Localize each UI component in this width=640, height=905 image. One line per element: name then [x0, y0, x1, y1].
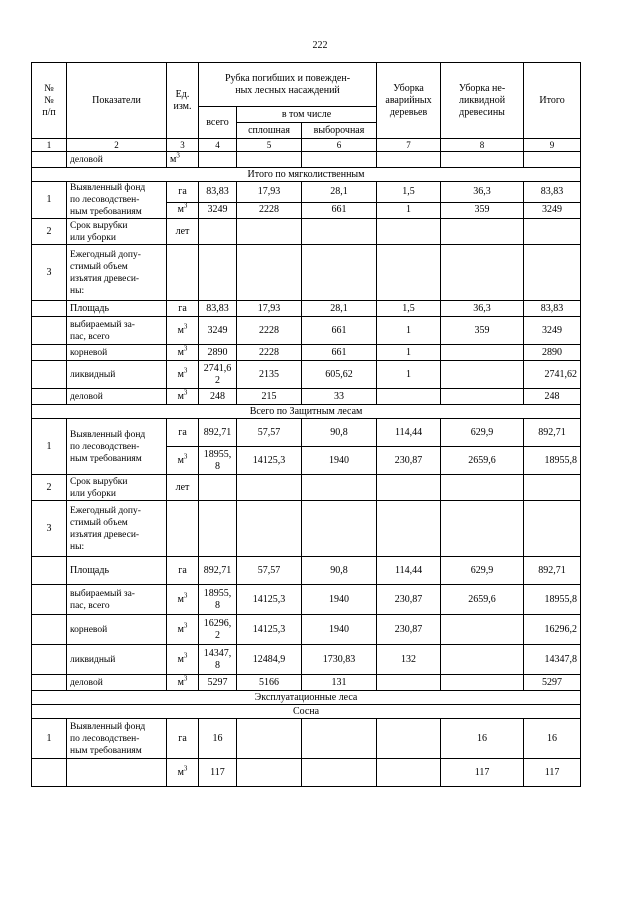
- col-number: 6: [302, 139, 377, 152]
- header-all: всего: [199, 107, 237, 139]
- unit-cell: $м^3$: [167, 152, 199, 168]
- table-row: [32, 245, 581, 301]
- header-indicators: Показатели: [67, 63, 167, 139]
- unit-cell: га: [167, 557, 199, 585]
- col-number: 9: [524, 139, 581, 152]
- row-number: 2: [32, 219, 67, 245]
- indicator-label: корневой: [67, 345, 167, 361]
- unit-cell: га: [167, 182, 199, 203]
- col-number: 2: [67, 139, 167, 152]
- forest-data-table: [31, 62, 581, 787]
- table-row: [32, 501, 581, 557]
- page-number: 222: [312, 40, 328, 51]
- header-felling-group: Рубка погибших и повежден- ных лесных насаждений: [199, 63, 377, 107]
- row-number: 3: [32, 245, 67, 301]
- col-number: 7: [377, 139, 441, 152]
- indicator-label: ликвидный: [67, 361, 167, 389]
- unit-cell: $м^3$: [167, 675, 199, 691]
- indicator-label: выбираемый за- пас, всего: [67, 585, 167, 615]
- indicator-label: ликвидный: [67, 645, 167, 675]
- header-total: Итого: [524, 63, 581, 139]
- header-selective: выборочная: [302, 123, 377, 139]
- table-row: 1 Выявленный фонд по лесоводствен- ным требованиям га 16 16 16: [32, 719, 581, 759]
- row-number: 1: [32, 182, 67, 219]
- unit-cell: $м^3$: [167, 202, 199, 218]
- indicator-label: деловой: [67, 389, 167, 405]
- table-row: выбираемый за- пас, всего $м^3$ 18955,8 14125,3 1940 230,87 2659,6 18955,8: [32, 585, 581, 615]
- table-row: ликвидный $м^3$ 14347,8 12484,9 1730,83 132 14347,8: [32, 645, 581, 675]
- indicator-label: Выявленный фонд по лесоводствен- ным требованиям: [67, 419, 167, 475]
- table-row: деловой $м^3$ 248 215 33 248: [32, 389, 581, 405]
- unit-cell: $м^3$: [167, 317, 199, 345]
- table-row: $м^3$ 3249 2228 661 1 359 3249: [32, 202, 581, 218]
- table-row: корневой $м^3$ 2890 2228 661 1 2890: [32, 345, 581, 361]
- unit-cell: $м^3$: [167, 361, 199, 389]
- unit-cell: $м^3$: [167, 345, 199, 361]
- unit-cell: $м^3$: [167, 447, 199, 475]
- table-row: Площадь га 83,83 17,93 28,1 1,5 36,3 83,83: [32, 301, 581, 317]
- row-number: 1: [32, 419, 67, 475]
- row-number: 3: [32, 501, 67, 557]
- unit-cell: га: [167, 419, 199, 447]
- table-row: [32, 475, 581, 501]
- table-row: Площадь га 892,71 57,57 90,8 114,44 629,9 892,71: [32, 557, 581, 585]
- indicator-label: деловой: [67, 152, 167, 168]
- col-number: 5: [237, 139, 302, 152]
- unit-cell: га: [167, 301, 199, 317]
- column-numbers-row: [32, 139, 581, 152]
- unit-cell: $м^3$: [167, 645, 199, 675]
- section-heading: Всего по Защитным лесам: [32, 405, 581, 419]
- indicator-label: корневой: [67, 615, 167, 645]
- table-row: ликвидный $м^3$ 2741,62 2135 605,62 1 2741,62: [32, 361, 581, 389]
- table-row: [32, 152, 581, 168]
- col-number: 1: [32, 139, 67, 152]
- table-row: деловой $м^3$ 5297 5166 131 5297: [32, 675, 581, 691]
- unit-cell: $м^3$: [167, 389, 199, 405]
- row-number: 1: [32, 719, 67, 759]
- indicator-label: Площадь: [67, 301, 167, 317]
- col-number: 4: [199, 139, 237, 152]
- table-row: [32, 219, 581, 245]
- header-clear-cut: сплошная: [237, 123, 302, 139]
- indicator-label: Ежегодный допу- стимый объем изъятия древеси- ны:: [67, 245, 167, 301]
- indicator-label: Ежегодный допу- стимый объем изъятия древеси- ны:: [67, 501, 167, 557]
- unit-cell: $м^3$: [167, 759, 199, 787]
- section-heading: Итого по мягколиственным: [32, 168, 581, 182]
- indicator-label: деловой: [67, 675, 167, 691]
- indicator-label: Выявленный фонд по лесоводствен- ным требованиям: [67, 719, 167, 759]
- indicator-label: Срок вырубки или уборки: [67, 475, 167, 501]
- table-row: $м^3$ 117 117 117: [32, 759, 581, 787]
- indicator-label: Срок вырубки или уборки: [67, 219, 167, 245]
- unit-cell: $м^3$: [167, 615, 199, 645]
- indicator-label: Площадь: [67, 557, 167, 585]
- unit-cell: лет: [167, 475, 199, 501]
- header-including: в том числе: [237, 107, 377, 123]
- subsection-heading: Сосна: [32, 705, 581, 719]
- col-number: 3: [167, 139, 199, 152]
- unit-cell: лет: [167, 219, 199, 245]
- table-row: 1 Выявленный фонд по лесоводствен- ным требованиям га 892,71 57,57 90,8 114,44 629,9 892,71: [32, 419, 581, 447]
- section-heading: Эксплуатационные леса: [32, 691, 581, 705]
- col-number: 8: [441, 139, 524, 152]
- table-row: $м^3$ 18955,8 14125,3 1940 230,87 2659,6 18955,8: [32, 447, 581, 475]
- header-row-number: № № п/п: [32, 63, 67, 139]
- indicator-label: Выявленный фонд по лесоводствен- ным требованиям: [67, 182, 167, 219]
- unit-cell: $м^3$: [167, 585, 199, 615]
- header-unit: Ед. изм.: [167, 63, 199, 139]
- unit-cell: га: [167, 719, 199, 759]
- table-row: выбираемый за- пас, всего $м^3$ 3249 2228 661 1 359 3249: [32, 317, 581, 345]
- table-row: корневой $м^3$ 16296,2 14125,3 1940 230,87 16296,2: [32, 615, 581, 645]
- row-number: 2: [32, 475, 67, 501]
- header-illiquid-wood: Уборка не- ликвидной древесины: [441, 63, 524, 139]
- indicator-label: выбираемый за- пас, всего: [67, 317, 167, 345]
- header-emergency-trees: Уборка аварийных деревьев: [377, 63, 441, 139]
- table-row: 1 Выявленный фонд по лесоводствен- ным требованиям га 83,83 17,93 28,1 1,5 36,3 83,83: [32, 182, 581, 203]
